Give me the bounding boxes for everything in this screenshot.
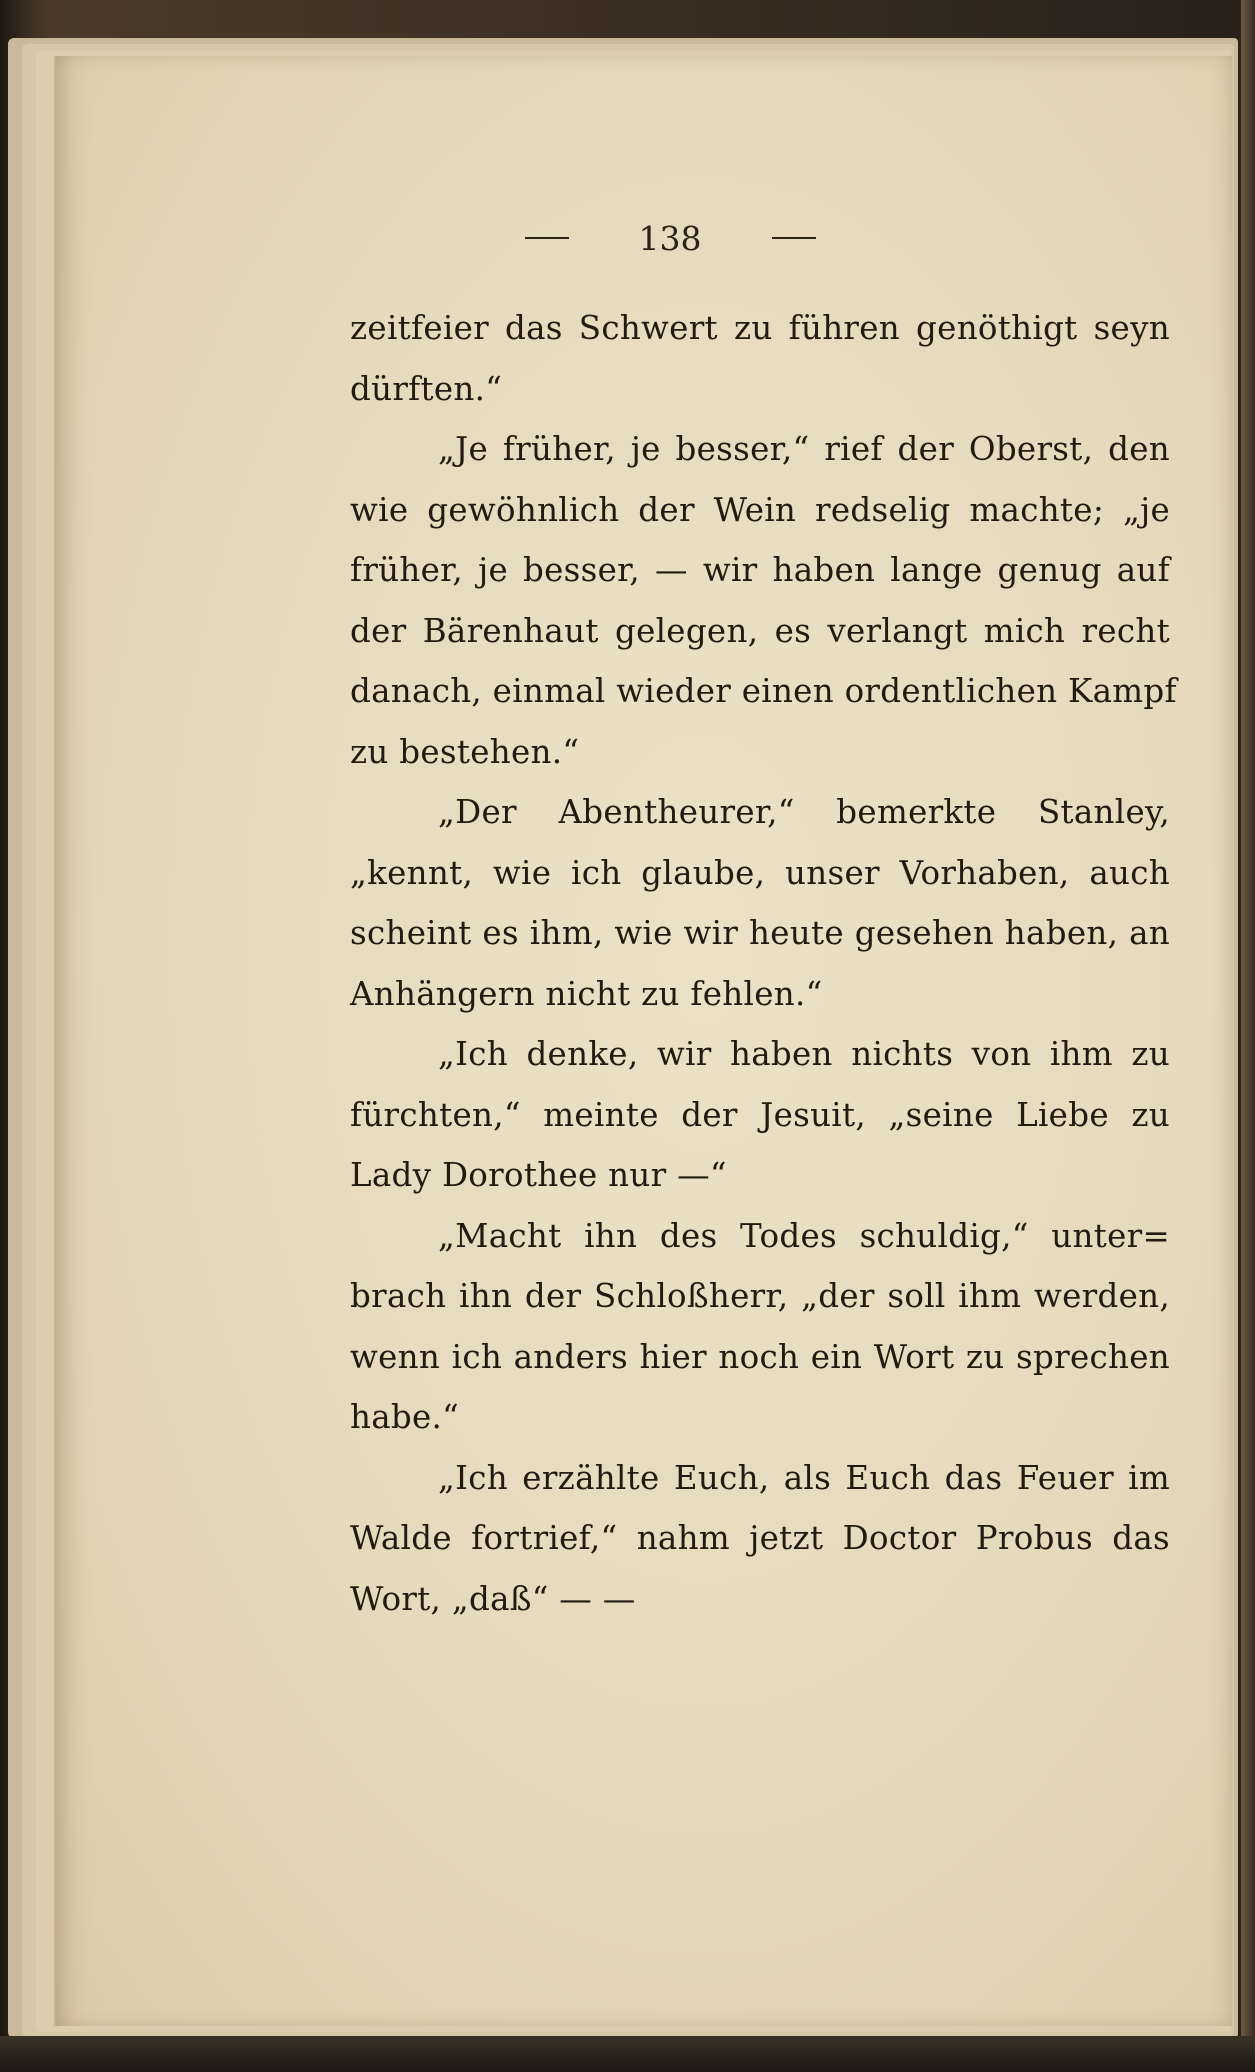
text-line: Wort, „daß“ — — [350,1579,636,1618]
text-line: habe.“ [350,1398,460,1436]
text-line: „Der Abentheurer,“ bemerkte Stanley, [438,793,1170,831]
text-line: früher, je besser, — wir haben lange genug auf [350,551,1170,589]
text-line: der Bärenhaut gelegen, es verlangt mich recht [350,611,1170,650]
body-text [350,298,1177,1629]
text-line: zu bestehen.“ [350,732,580,771]
text-line: danach, einmal wieder einen ordentlichen Kampf [350,672,1177,710]
text-line: Lady Dorothee nur —“ [350,1156,727,1194]
header-dash-right [772,237,816,239]
text-line: „Ich denke, wir haben nichts von ihm zu [438,1035,1170,1073]
book-right-edge [1241,0,1255,2072]
text-line: wie gewöhnlich der Wein redselig machte; „je [350,490,1170,529]
header-dash-left [525,237,569,239]
book-bottom-edge [0,2036,1255,2072]
text-line: „Macht ihn des Todes schuldig,“ unter= [438,1216,1170,1255]
text-line: „Ich erzählte Euch, als Euch das Feuer im [438,1458,1170,1497]
page-header [290,218,1050,258]
text-line: „Je früher, je besser,“ rief der Oberst, den [438,430,1170,468]
text-line: „kennt, wie ich glaube, unser Vorhaben, auch [350,853,1170,892]
page-number: 138 [638,218,702,258]
text-line: brach ihn der Schloßherr, „der soll ihm werden, [350,1277,1170,1315]
text-line: wenn ich anders hier noch ein Wort zu sprechen [350,1337,1170,1376]
text-line: zeitfeier das Schwert zu führen genöthigt seyn [350,309,1170,347]
text-line: scheint es ihm, wie wir heute gesehen haben, an [350,914,1170,952]
text-line: dürften.“ [350,369,503,408]
text-line: fürchten,“ meinte der Jesuit, „seine Liebe zu [350,1095,1170,1134]
text-line: Walde fortrief,“ nahm jetzt Doctor Probus das [350,1519,1170,1557]
text-line: Anhängern nicht zu fehlen.“ [350,974,823,1013]
